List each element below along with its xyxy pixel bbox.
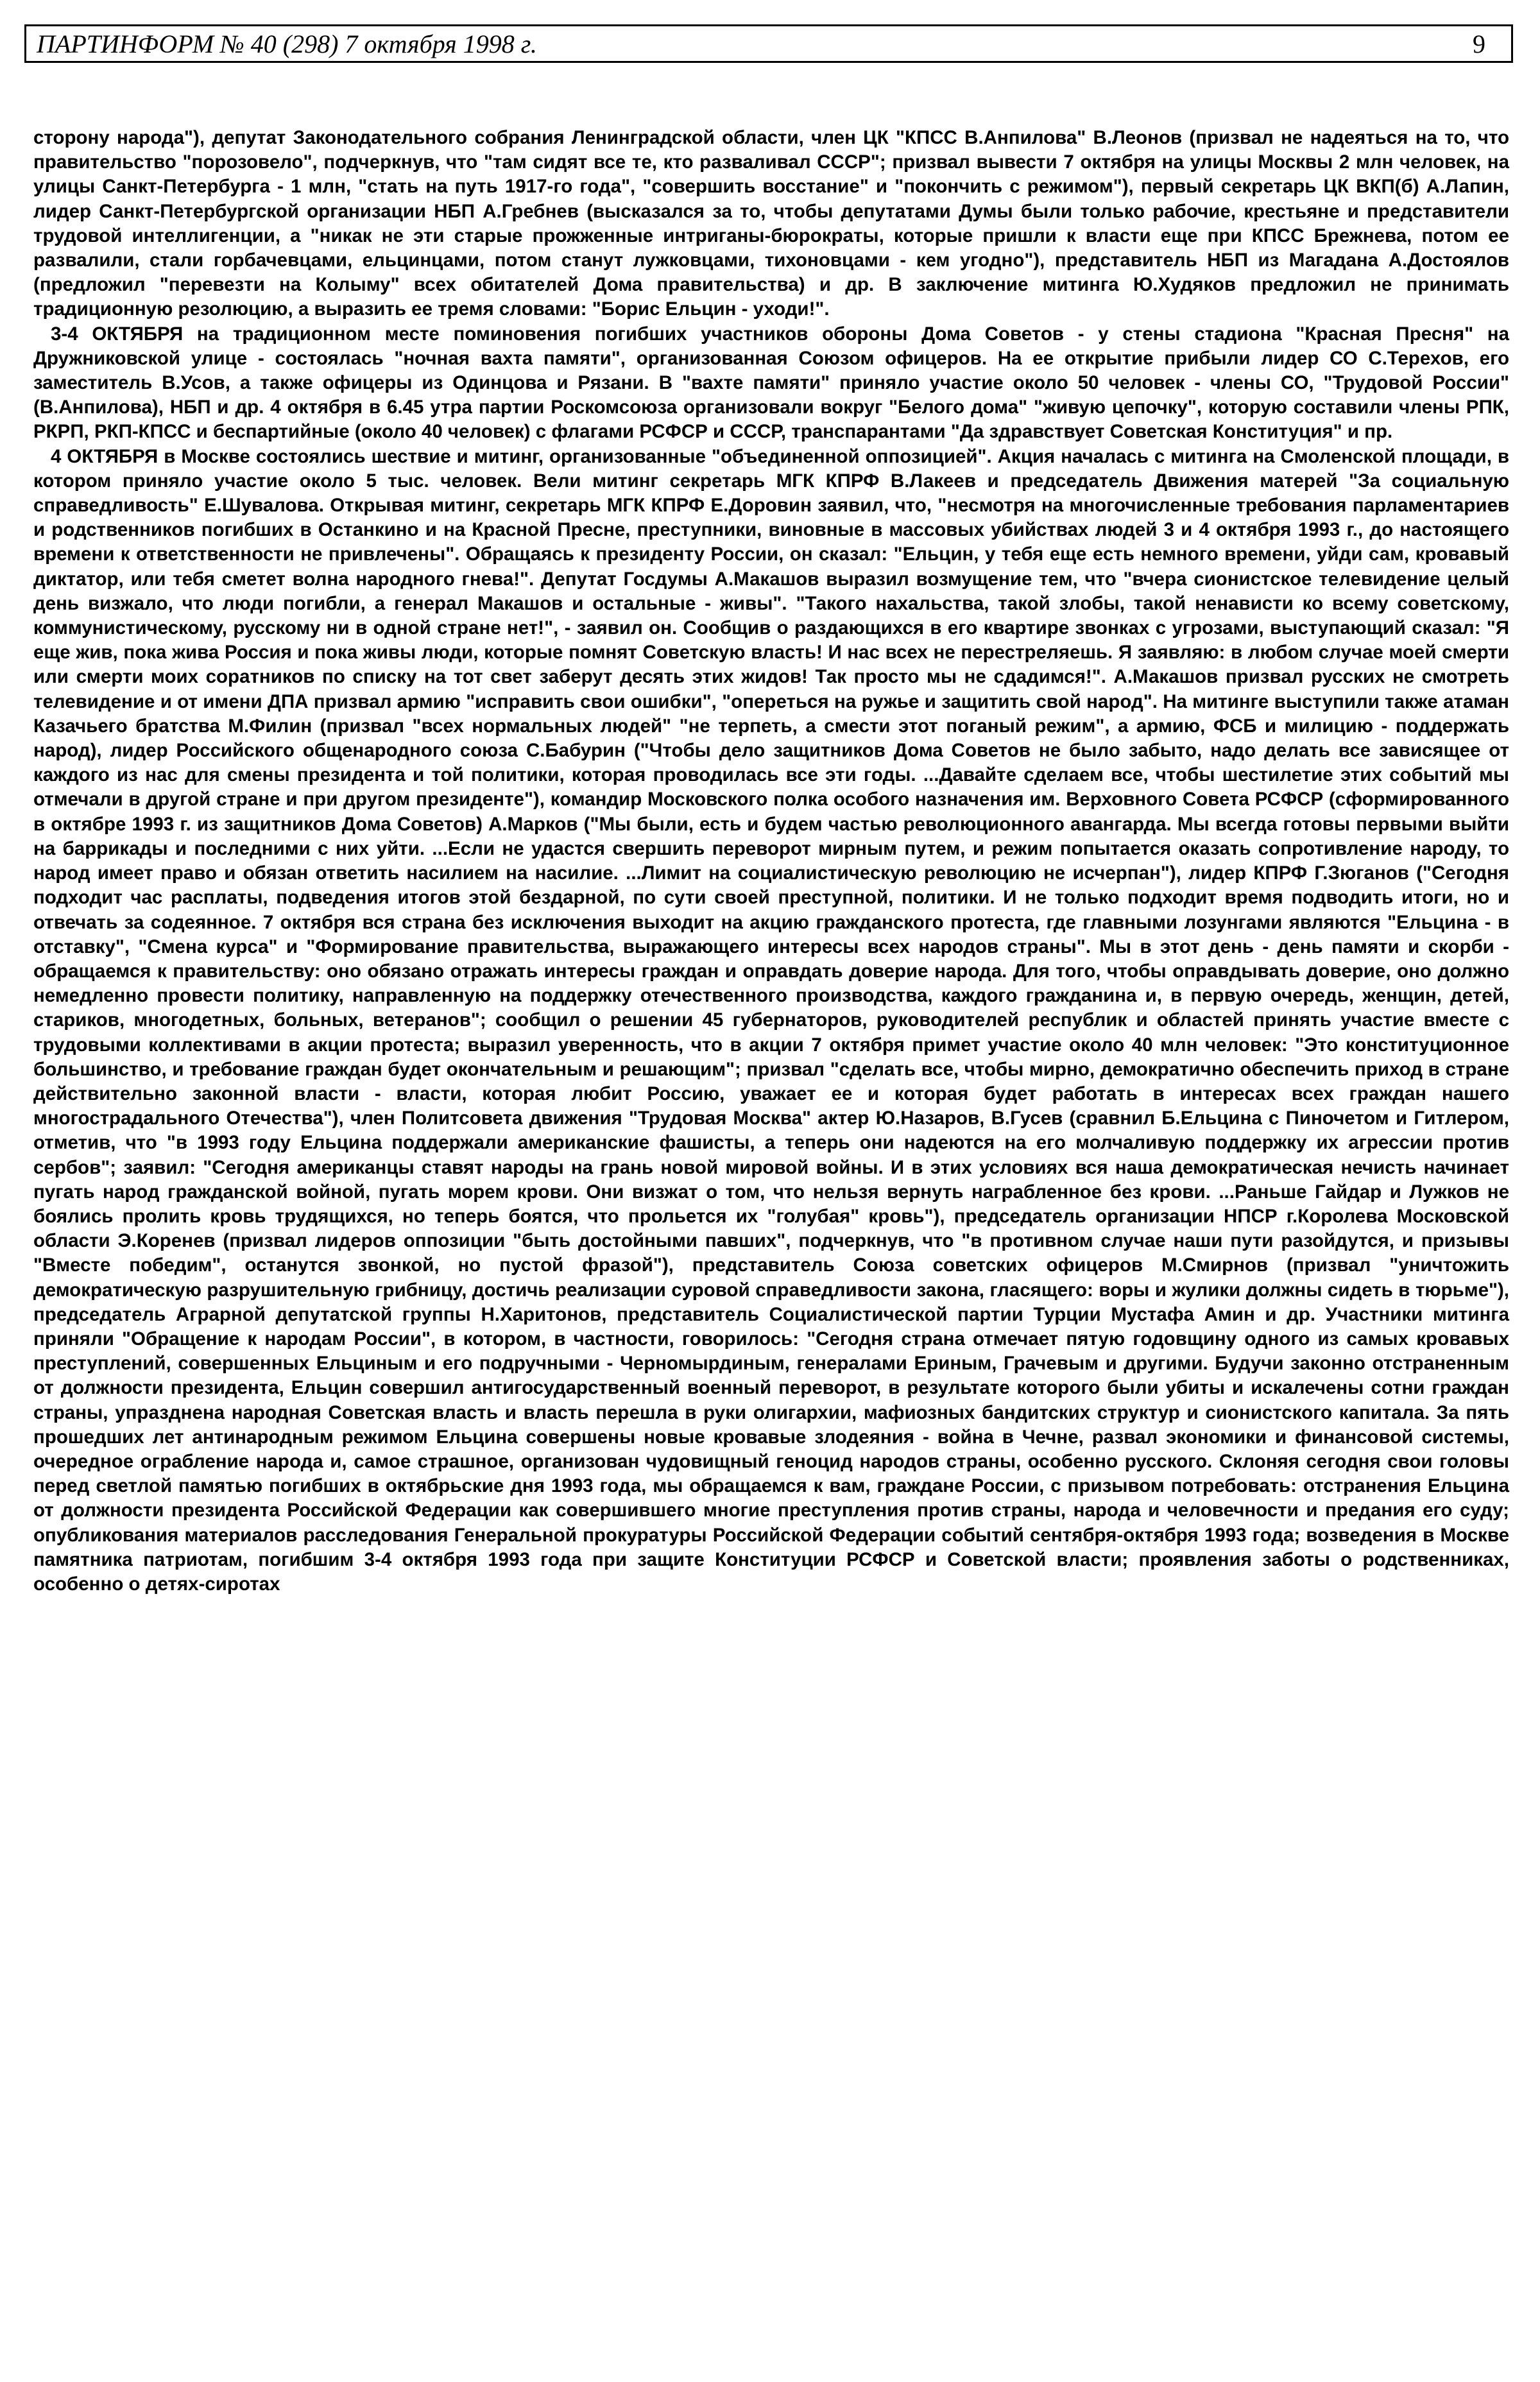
article-paragraph: сторону народа"), депутат Законодательного собрания Ленинградской области, член ЦК "КПСС В.Анпилова" В.Леонов (призвал не надеяться на то, что правительство "порозовело", подчеркнув, что "там сидят все те, кто разваливал СССР"; призвал вывести 7 октября на улицы Москвы 2 млн человек, на улицы Санкт-Петербурга - 1 млн, "стать на путь 1917-го года", "совершить восстание" и "покончить с режимом"), первый секретарь ЦК ВКП(б) А.Лапин, лидер Санкт-Петербургской организации НБП А.Гребнев (высказался за то, чтобы депутатами Думы были только рабочие, крестьяне и представители трудовой интеллигенции, а "никак не эти старые прожженные интриганы-бюрократы, которые пришли к власти еще при КПСС Брежнева, потом ее развалили, стали горбачевцами, ельцинцами, потом станут лужковцами, тихоновцами - кем угодно"), представитель НБП из Магадана А.Достоялов (предложил "перевезти на Колыму" всех обитателей Дома правительства) и др. В заключение митинга Ю.Худяков предложил не принимать традиционную резолюцию, а выразить ее тремя словами: "Борис Ельцин - уходи!".	[33, 127, 1509, 320]
page-header	[24, 24, 1513, 63]
article-paragraph: 4 ОКТЯБРЯ в Москве состоялись шествие и митинг, организованные "объединенной оппозицией". Акция началась с митинга на Смоленской площади, в котором приняло участие около 5 тыс. человек. Вели митинг секретарь МГК КПРФ В.Лакеев и председатель Движения матерей "За социальную справедливость" Е.Шувалова. Открывая митинг, секретарь МГК КПРФ Е.Доровин заявил, что, "несмотря на многочисленные требования парламентариев и родственников погибших в Останкино и на Красной Пресне, преступники, виновные в массовых убийствах людей 3 и 4 октября 1993 г., до настоящего времени к ответственности не привлечены". Обращаясь к президенту России, он сказал: "Ельцин, у тебя еще есть немного времени, уйди сам, кровавый диктатор, или тебя сметет волна народного гнева!". Депутат Госдумы А.Макашов выразил возмущение тем, что "вчера сионистское телевидение целый день визжало, что люди погибли, а генерал Макашов и остальные - живы". "Такого нахальства, такой злобы, такой ненависти ко всему советскому, коммунистическому, русскому ни в одной стране нет!", - заявил он. Сообщив о раздающихся в его квартире звонках с угрозами, выступающий сказал: "Я еще жив, пока жива Россия и пока живы люди, которые помнят Советскую власть! И нас всех не перестреляешь. Я заявляю: в любом случае моей смерти или смерти моих соратников по списку на тот свет заберут десять этих жидов! Так просто мы не сдадимся!". А.Макашов призвал русских не смотреть телевидение и от имени ДПА призвал армию "исправить свои ошибки", "опереться на ружье и защитить свой народ". На митинге выступили также атаман Казачьего братства М.Филин (призвал "всех нормальных людей" "не терпеть, а смести этот поганый режим", а армию, ФСБ и милицию - поддержать народ), лидер Российского общенародного союза С.Бабурин ("Чтобы дело защитников Дома Советов не было забыто, надо делать все зависящее от каждого из нас для смены президента и той политики, которая проводилась все эти годы. ...Давайте сделаем все, чтобы шестилетие этих событий мы отмечали в другой стране и при другом президенте"), командир Московского полка особого назначения им. Верховного Совета РСФСР (сформированного в октябре 1993 г. из защитников Дома Советов) А.Марков ("Мы были, есть и будем частью революционного авангарда. Мы всегда готовы первыми выйти на баррикады и последними с них уйти. ...Если не удастся свершить переворот мирным путем, и режим попытается оказать сопротивление народу, то народ имеет право и обязан ответить насилием на насилие. ...Лимит на социалистическую революцию не исчерпан"), лидер КПРФ Г.Зюганов ("Сегодня подходит час расплаты, подведения итогов этой бездарной, по сути своей преступной, политики. И не только подходит время подводить итоги, но и отвечать за содеянное. 7 октября вся страна без исключения выходит на акцию гражданского протеста, где главными лозунгами являются "Ельцина - в отставку", "Смена курса" и "Формирование правительства, выражающего интересы всех народов страны". Мы в этот день - день памяти и скорби - обращаемся к правительству: оно обязано отражать интересы граждан и оправдать доверие народа. Для того, чтобы оправдывать доверие, оно должно немедленно провести политику, направленную на поддержку отечественного производства, каждого гражданина и, в первую очередь, женщин, детей, стариков, многодетных, больных, ветеранов"; сообщил о решении 45 губернаторов, руководителей республик и областей принять участие вместе с трудовыми коллективами в акции протеста; выразил уверенность, что в акции 7 октября примет участие около 40 млн человек: "Это конституционное большинство, и требование граждан будет окончательным и решающим"; призвал "сделать все, чтобы мирно, демократично обеспечить приход в стране действительно законной власти - власти, которая любит Россию, уважает ее и которая будет работать в интересах всех граждан нашего многострадального Отечества"), член Политсовета движения "Трудовая Москва" актер Ю.Назаров, В.Гусев (сравнил Б.Ельцина с Пиночетом и Гитлером, отметив, что "в 1993 году Ельцина поддержали американские фашисты, а теперь они надеются на его молчаливую поддержку их агрессии против сербов"; заявил: "Сегодня американцы ставят народы на грань новой мировой войны. И в этих условиях вся наша демократическая нечисть начинает пугать народ гражданской войной, пугать морем крови. Они визжат о том, что нельзя вернуть награбленное без крови. ...Раньше Гайдар и Лужков не боялись пролить кровь трудящихся, но теперь боятся, что прольется их "голубая" кровь"), председатель организации НПСР г.Королева Московской области Э.Коренев (призвал лидеров оппозиции "быть достойными павших", подчеркнув, что "в противном случае наши пути разойдутся, и призывы "Вместе победим", останутся звонкой, но пустой фразой"), представитель Союза советских офицеров М.Смирнов (призвал "уничтожить демократическую разрушительную грибницу, достичь реализации суровой справедливости закона, гласящего: воры и жулики должны сидеть в тюрьме"), председатель Аграрной депутатской группы Н.Харитонов, представитель Социалистической партии Турции Мустафа Амин и др. Участники митинга приняли "Обращение к народам России", в котором, в частности, говорилось: "Сегодня страна отмечает пятую годовщину одного из самых кровавых преступлений, совершенных Ельциным и его подручными - Черномырдиным, генералами Ериным, Грачевым и другими. Будучи законно отстраненным от должности президента, Ельцин совершил антигосударственный военный переворот, в результате которого были убиты и искалечены сотни граждан страны, упразднена народная Советская власть и власть перешла в руки олигархии, мафиозных бандитских структур и сионистского капитала. За пять прошедших лет антинародным режимом Ельцина совершены новые кровавые злодеяния - война в Чечне, развал экономики и финансовой системы, очередное ограбление народа и, самое страшное, организован чудовищный геноцид народов страны, особенно русского. Склоняя сегодня свои головы перед светлой памятью погибших в октябрьские дня 1993 года, мы обращаемся к вам, граждане России, с призывом потребовать: отстранения Ельцина от должности президента Российской Федерации как совершившего многие преступления против страны, народа и человечности и предания его суду; опубликования материалов расследования Генеральной прокуратуры Российской Федерации событий сентября-октября 1993 года; возведения в Москве памятника патриотам, погибшим 3-4 октября 1993 года при защите Конституции РСФСР и Советской власти; проявления заботы о родственниках, особенно о детях-сиротах	[33, 445, 1509, 1595]
article-body	[33, 126, 1509, 1597]
newspaper-issue-title: ПАРТИНФОРМ № 40 (298) 7 октября 1998 г.	[37, 30, 537, 58]
page-number: 9	[1473, 30, 1485, 58]
article-paragraph: 3-4 ОКТЯБРЯ на традиционном месте поминовения погибших участников обороны Дома Советов - у стены стадиона "Красная Пресня" на Дружниковской улице - состоялась "ночная вахта памяти", организованная Союзом офицеров. На ее открытие прибыли лидер СО С.Терехов, его заместитель В.Усов, а также офицеры из Одинцова и Рязани. В "вахте памяти" приняло участие около 50 человек - члены СО, "Трудовой России" (В.Анпилова), НБП и др. 4 октября в 6.45 утра партии Роскомсоюза организовали вокруг "Белого дома" "живую цепочку", которую составили члены РПК, РКРП, РКП-КПСС и беспартийные (около 40 человек) с флагами РСФСР и СССР, транспарантами "Да здравствует Советская Конституция" и пр.	[33, 323, 1509, 443]
